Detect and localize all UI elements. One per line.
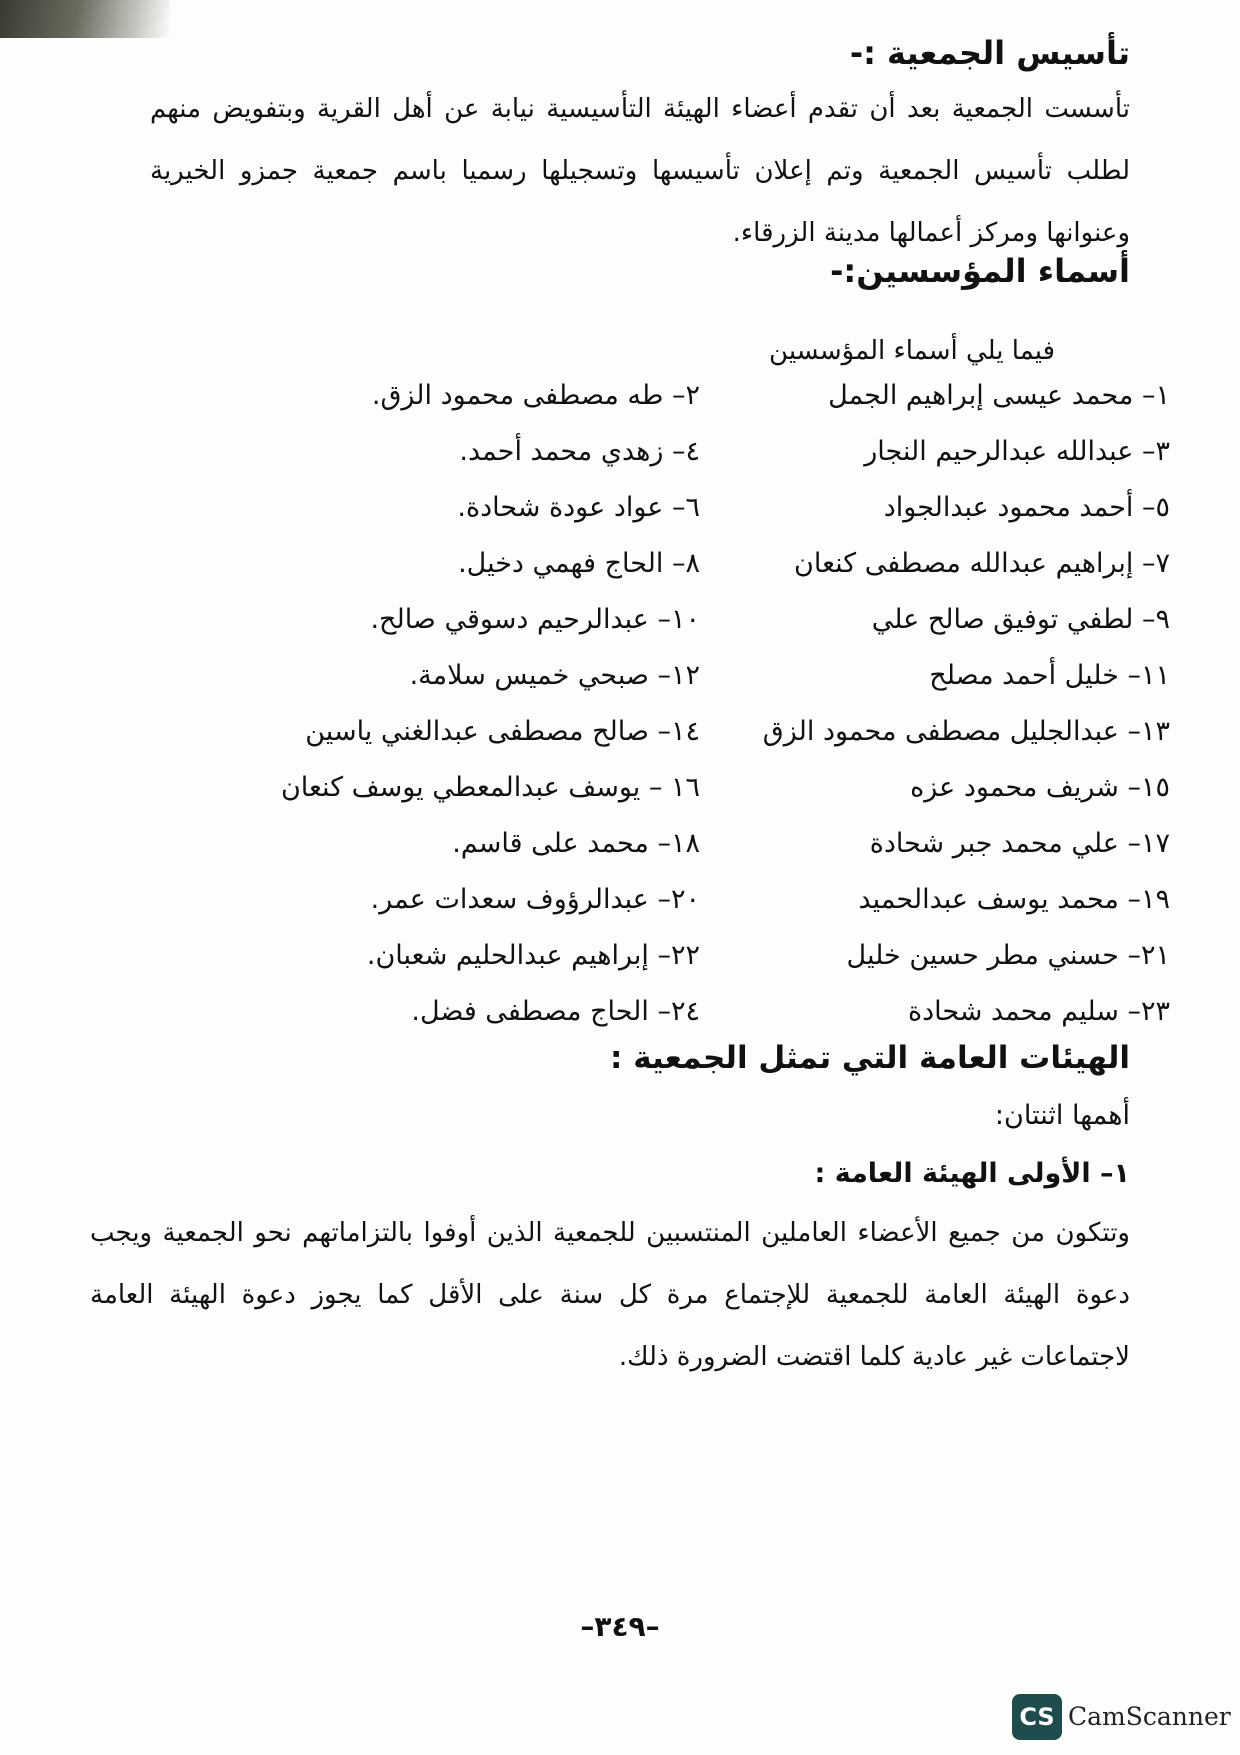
founders-row — [110, 940, 1170, 1000]
founder-name: ١٨– محمد على قاسم. — [452, 828, 700, 859]
founders-intro: فيما يلي أسماء المؤسسين — [769, 336, 1055, 366]
founder-name: ١٤– صالح مصطفى عبدالغني ياسين — [305, 716, 700, 747]
general-body-paragraph: وتتكون من جميع الأعضاء العاملين المنتسبين للجمعية الذين أوفوا بالتزاماتهم نحو الجمعية ويجب دعوة الهيئة العامة للجمعية للإجتماع مرة كل سنة على الأقل كما يجوز دعوة الهيئة العامة لاجتماعات غير عادية كلما اقتضت الضرورة ذلك. — [90, 1218, 1130, 1372]
page-number: –٣٤٩– — [580, 1610, 660, 1643]
founder-name: ٢١– حسني مطر حسين خليل — [846, 940, 1170, 971]
founder-name: ١٩– محمد يوسف عبدالحميد — [858, 884, 1170, 915]
founding-paragraph: تأسست الجمعية بعد أن تقدم أعضاء الهيئة التأسيسية نيابة عن أهل القرية وبتفويض منهم لطلب تأسيس الجمعية وتم إعلان تأسيسها وتسجيلها رسميا باسم جمعية جمزو الخيرية وعنوانها ومركز أعمالها مدينة الزرقاء. — [150, 94, 1130, 248]
founder-name: ٧– إبراهيم عبدالله مصطفى كنعان — [794, 548, 1170, 579]
founder-name: ١٥– شريف محمود عزه — [910, 772, 1170, 803]
founder-name: ٦– عواد عودة شحادة. — [457, 492, 700, 523]
founder-name: ١– محمد عيسى إبراهيم الجمل — [828, 380, 1170, 411]
founder-name: ٢٠– عبدالرؤوف سعدات عمر. — [370, 884, 700, 915]
founder-name: ٩– لطفي توفيق صالح علي — [871, 604, 1170, 635]
founders-row — [110, 604, 1170, 664]
camscanner-logo-icon: CS — [1012, 1694, 1062, 1740]
founders-row — [110, 884, 1170, 944]
founder-name: ٢– طه مصطفى محمود الزق. — [371, 380, 700, 411]
camscanner-watermark: CamScanner — [1068, 1702, 1231, 1731]
founder-name: ٥– أحمد محمود عبدالجواد — [883, 492, 1170, 523]
founder-name: ٤– زهدي محمد أحمد. — [459, 436, 700, 467]
founders-row — [110, 492, 1170, 552]
founder-name: ١٣– عبدالجليل مصطفى محمود الزق — [762, 716, 1170, 747]
founder-name: ٨– الحاج فهمي دخيل. — [458, 548, 700, 579]
founder-name: ١١– خليل أحمد مصلح — [929, 660, 1170, 691]
founder-name: ٢٤– الحاج مصطفى فضل. — [411, 996, 700, 1027]
founders-row — [110, 828, 1170, 888]
section-heading-founders: أسماء المؤسسين:- — [830, 252, 1130, 290]
founders-row — [110, 660, 1170, 720]
founders-row — [110, 548, 1170, 608]
scan-edge-shadow — [0, 0, 170, 38]
section-heading-founding: تأسيس الجمعية :- — [849, 34, 1130, 72]
founder-name: ١٧– علي محمد جبر شحادة — [869, 828, 1170, 859]
first-general-body-heading: ١– الأولى الهيئة العامة : — [814, 1158, 1130, 1189]
founders-row — [110, 380, 1170, 440]
general-bodies-intro: أهمها اثنتان: — [994, 1100, 1130, 1131]
founders-row — [110, 716, 1170, 776]
founder-name: ١٢– صبحي خميس سلامة. — [409, 660, 700, 691]
founders-row — [110, 772, 1170, 832]
founder-name: ٢٢– إبراهيم عبدالحليم شعبان. — [366, 940, 700, 971]
founder-name: ٣– عبدالله عبدالرحيم النجار — [864, 436, 1170, 467]
founder-name: ٢٣– سليم محمد شحادة — [907, 996, 1170, 1027]
founders-row — [110, 436, 1170, 496]
section-heading-general-bodies: الهيئات العامة التي تمثل الجمعية : — [610, 1040, 1130, 1076]
founder-name: ١٦ – يوسف عبدالمعطي يوسف كنعان — [280, 772, 700, 803]
founder-name: ١٠– عبدالرحيم دسوقي صالح. — [370, 604, 700, 635]
